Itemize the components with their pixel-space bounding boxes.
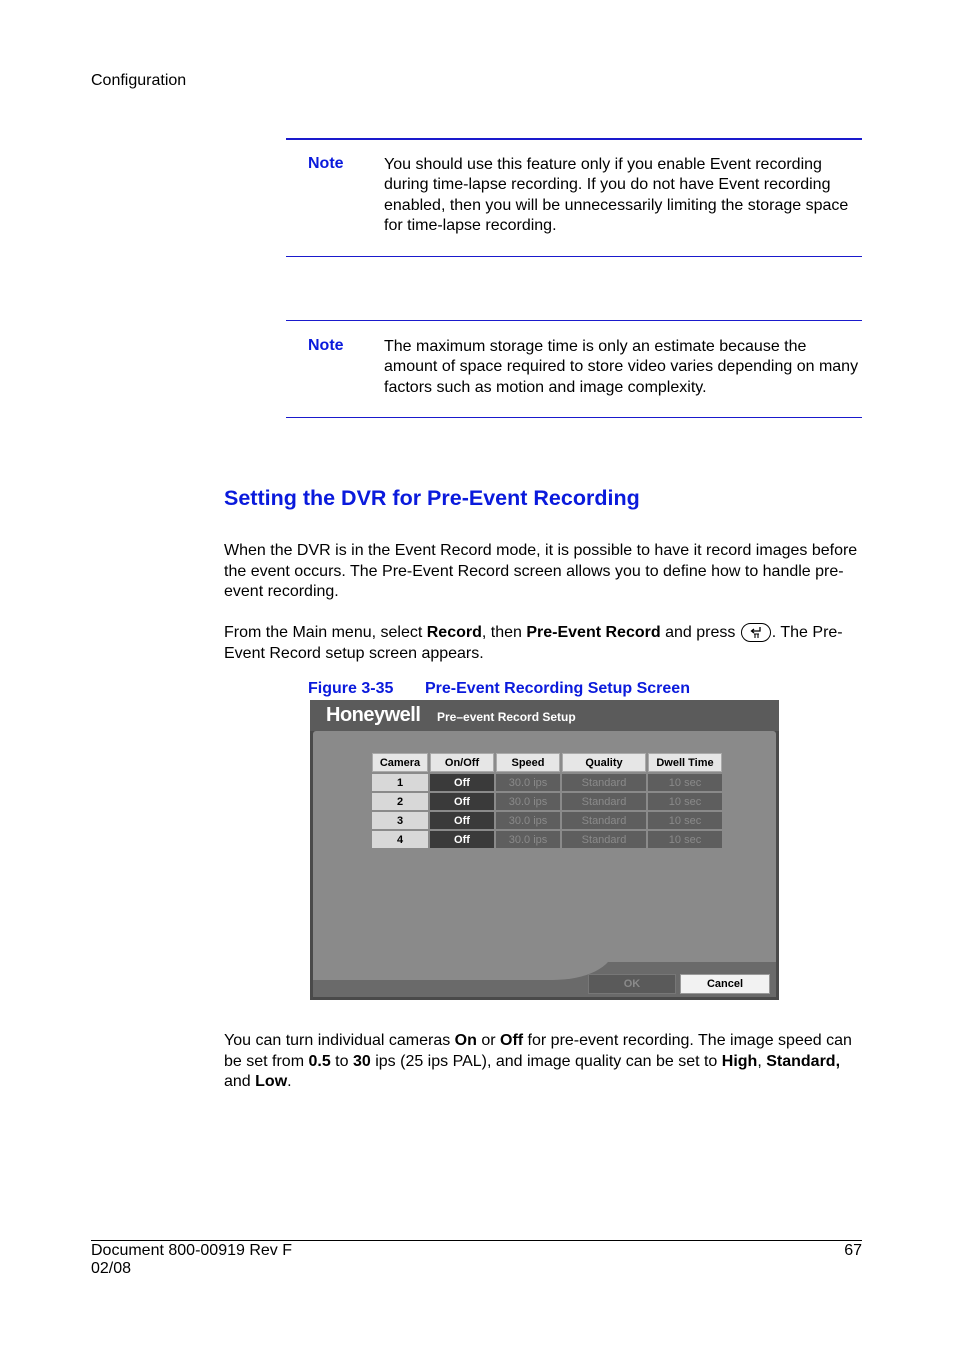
note-top-rule: [286, 320, 862, 321]
screen-title: Pre–event Record Setup: [437, 710, 576, 724]
speed-value[interactable]: 30.0 ips: [496, 774, 560, 791]
column-header: On/Off: [430, 753, 494, 772]
on-off-value[interactable]: Off: [430, 812, 494, 829]
section-heading: Setting the DVR for Pre-Event Recording: [224, 486, 640, 510]
dvr-panel-curve: [313, 940, 613, 980]
on-off-value[interactable]: Off: [430, 774, 494, 791]
on-off-value[interactable]: Off: [430, 831, 494, 848]
column-header: Speed: [496, 753, 560, 772]
column-header: Dwell Time: [648, 753, 722, 772]
cancel-button[interactable]: Cancel: [680, 974, 770, 994]
dwell-time-value[interactable]: 10 sec: [648, 793, 722, 810]
table-row[interactable]: [372, 812, 722, 829]
camera-number: 1: [372, 774, 428, 791]
closing-paragraph: You can turn individual cameras On or Off for pre-event recording. The image speed can be set from 0.5 to 30 ips (25 ips PAL), and image quality can be set to High, Standard, and Low.: [224, 1032, 852, 1090]
camera-number: 2: [372, 793, 428, 810]
speed-value[interactable]: 30.0 ips: [496, 793, 560, 810]
quality-value[interactable]: Standard: [562, 831, 646, 848]
note-bottom-rule: [286, 417, 862, 418]
running-header: Configuration: [91, 72, 187, 89]
on-off-value[interactable]: Off: [430, 793, 494, 810]
note-text: You should use this feature only if you enable Event recording during time-lapse recording. If you do not have Event recording enabled, then you will be unnecessarily limiting the storage space for time-lapse recording.: [384, 156, 849, 235]
figure-caption: Pre-Event Recording Setup Screen: [425, 680, 690, 697]
speed-value[interactable]: 30.0 ips: [496, 812, 560, 829]
navigation-paragraph: From the Main menu, select Record, then Pre-Event Record and press . The Pre-Event Record setup screen appears.: [224, 624, 843, 662]
dwell-time-value[interactable]: 10 sec: [648, 812, 722, 829]
table-row[interactable]: [372, 774, 722, 791]
document-number: Document 800-00919 Rev F: [91, 1242, 292, 1259]
note-label: Note: [308, 155, 344, 172]
honeywell-logo: Honeywell: [326, 704, 421, 726]
footer-rule: [91, 1240, 862, 1241]
figure-number: Figure 3-35: [308, 680, 394, 697]
enter-key-icon: [741, 623, 771, 642]
table-row[interactable]: [372, 793, 722, 810]
pre-event-table: [370, 751, 724, 850]
intro-paragraph: When the DVR is in the Event Record mode, it is possible to have it record images before the event occurs. The Pre-Event Record screen allows you to define how to handle pre-event recording.: [224, 542, 858, 600]
note-text: The maximum storage time is only an estimate because the amount of space required to store video varies depending on many factors such as motion and image complexity.: [384, 338, 859, 396]
note-bottom-rule: [286, 256, 862, 257]
quality-value[interactable]: Standard: [562, 774, 646, 791]
speed-value[interactable]: 30.0 ips: [496, 831, 560, 848]
column-header: Quality: [562, 753, 646, 772]
column-header: Camera: [372, 753, 428, 772]
ok-button[interactable]: OK: [588, 974, 676, 994]
note-top-rule: [286, 138, 862, 140]
dwell-time-value[interactable]: 10 sec: [648, 831, 722, 848]
quality-value[interactable]: Standard: [562, 812, 646, 829]
quality-value[interactable]: Standard: [562, 793, 646, 810]
table-row[interactable]: [372, 831, 722, 848]
note-label: Note: [308, 337, 344, 354]
dvr-title-bar: [310, 700, 779, 731]
document-date: 02/08: [91, 1260, 132, 1277]
footer-document-info: [91, 1242, 292, 1278]
dwell-time-value[interactable]: 10 sec: [648, 774, 722, 791]
dvr-setup-screen: [310, 700, 779, 1000]
camera-number: 4: [372, 831, 428, 848]
camera-number: 3: [372, 812, 428, 829]
page-number: 67: [844, 1242, 862, 1259]
